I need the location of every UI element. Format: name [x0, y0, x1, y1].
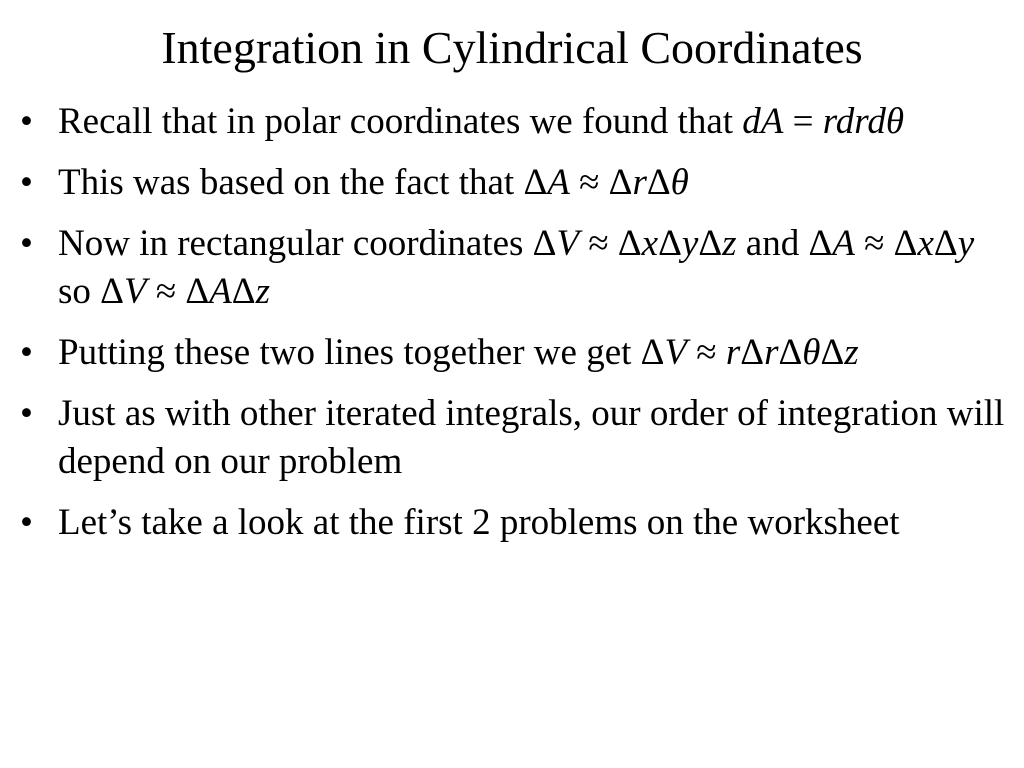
math-symbol: x [641, 223, 659, 264]
math-symbol: z [844, 332, 859, 373]
text-run: = [783, 101, 823, 142]
bullet-item [20, 98, 1010, 146]
math-symbol: V [123, 271, 147, 312]
text-run: Δ [820, 332, 845, 373]
math-symbol: θ [670, 162, 689, 203]
math-symbol: θ [802, 332, 821, 373]
text-run: Recall that in polar coordinates we found that [58, 101, 743, 142]
math-symbol: r [725, 332, 741, 373]
math-symbol: y [681, 223, 699, 264]
text-run: ≈ Δ [146, 271, 210, 312]
math-symbol: r [764, 332, 779, 373]
bullet-text [58, 332, 859, 373]
text-run: so Δ [58, 271, 124, 312]
text-run: ≈ Δ [579, 223, 642, 264]
bullet-marker: • [20, 502, 33, 543]
text-run: Δ [658, 223, 682, 264]
text-run: ≈ Δ [854, 223, 918, 264]
math-symbol: A [547, 162, 570, 203]
text-run: Putting these two lines together we get Δ [58, 332, 665, 373]
text-run: ≈ Δ [569, 162, 633, 203]
math-symbol: x [917, 223, 934, 264]
bullet-text [58, 101, 904, 142]
bullet-marker: • [20, 332, 33, 373]
slide-title: Integration in Cylindrical Coordinates [161, 22, 863, 73]
text-run: Now in rectangular coordinates Δ [58, 223, 557, 264]
bullet-item [20, 499, 1010, 547]
text-run: Δ [231, 271, 256, 312]
math-symbol: V [664, 332, 688, 373]
bullet-marker: • [20, 162, 33, 203]
math-symbol: z [722, 223, 737, 264]
math-symbol: z [255, 271, 270, 312]
text-run: and Δ [736, 223, 833, 264]
bullet-item [20, 329, 1010, 377]
bullet-item [20, 220, 1010, 316]
math-symbol: A [209, 271, 232, 312]
text-run: Let’s take a look at the first 2 problems on the worksheet [58, 502, 900, 543]
text-run: Δ [933, 223, 958, 264]
bullet-marker: • [20, 101, 33, 142]
text-run: This was based on the fact that Δ [58, 162, 548, 203]
bullet-text [58, 223, 974, 312]
bullet-marker: • [20, 393, 33, 434]
bullet-text [58, 393, 1004, 482]
bullet-text [58, 162, 689, 203]
bullet-list [20, 98, 1010, 560]
math-symbol: r [632, 162, 647, 203]
text-run: Δ [778, 332, 803, 373]
math-symbol: y [957, 223, 975, 264]
bullet-text [58, 502, 900, 543]
bullet-marker: • [20, 223, 33, 264]
text-run: Δ [740, 332, 765, 373]
math-symbol: rdrdθ [822, 101, 905, 142]
text-run: ≈ [687, 332, 726, 373]
math-symbol: A [832, 223, 855, 264]
bullet-item [20, 390, 1010, 486]
text-run: Δ [698, 223, 723, 264]
text-run: Just as with other iterated integrals, our order of integration will depend on our problem [58, 393, 1005, 482]
text-run: Δ [646, 162, 671, 203]
math-symbol: dA [742, 101, 784, 142]
math-symbol: V [556, 223, 580, 264]
bullet-item [20, 159, 1010, 207]
